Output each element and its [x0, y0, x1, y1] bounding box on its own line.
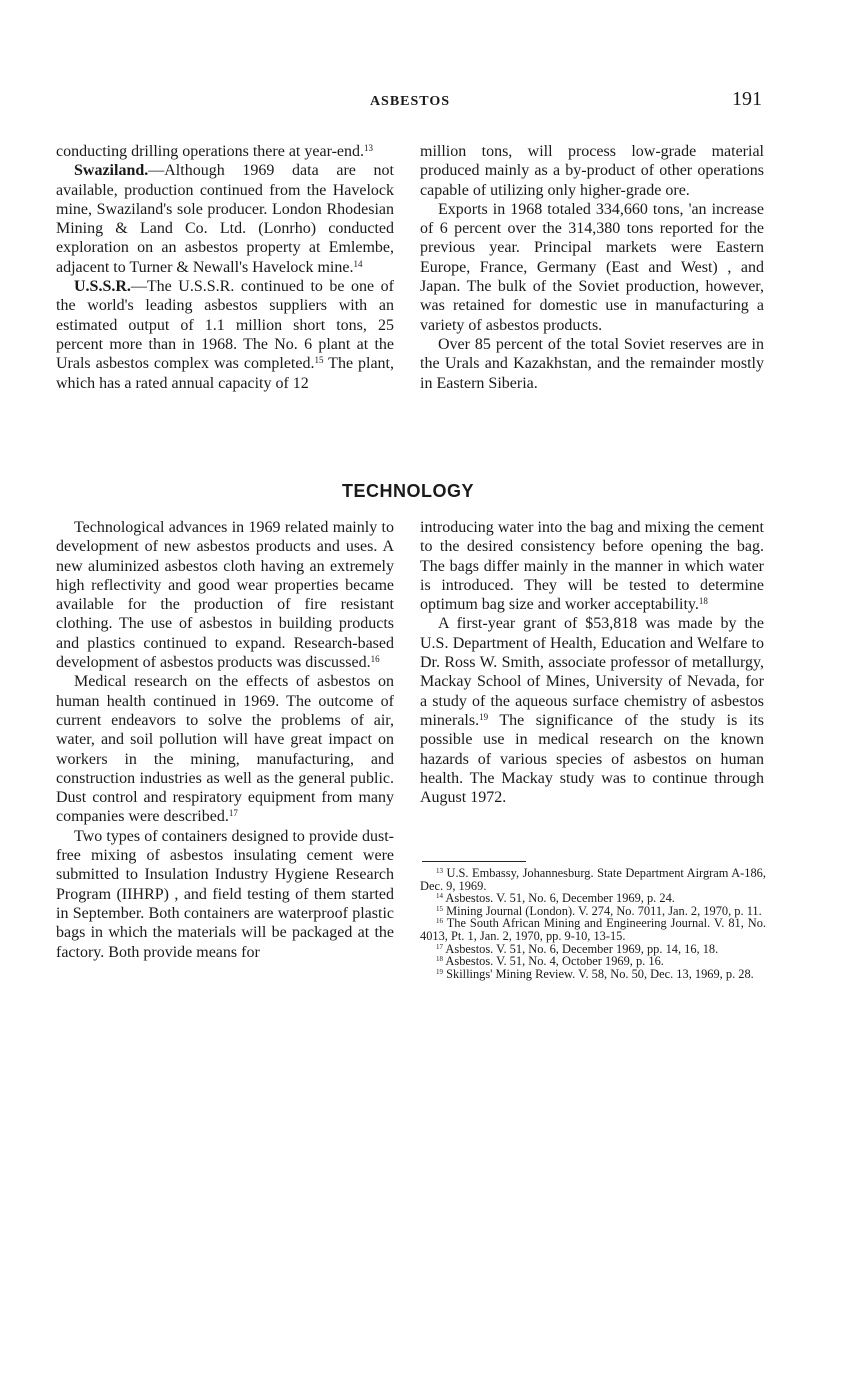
bottom-left-column — [56, 518, 394, 962]
country-heading: Swaziland. — [74, 162, 149, 180]
footnote-ref: 17 — [228, 808, 238, 819]
footnote-ref: 14 — [353, 258, 363, 269]
footnote-ref: 16 — [370, 654, 380, 665]
country-heading: U.S.S.R. — [74, 278, 131, 296]
footnote-ref: 15 — [314, 355, 324, 366]
footnote: $^{18}$ Asbestos. V. 51, No. 4, October 1969, p. 16. — [436, 954, 664, 969]
footnote-ref: 19 — [479, 711, 489, 722]
footnote: $^{16}$ The South African Mining and Engineering Journal. V. 81, No. 4013, Pt. 1, Jan. 2, 1970, pp. 9-10, 13-15. — [420, 916, 766, 943]
paragraph: million tons, will process low-grade material produced mainly as a by-product of other operations capable of utilizing only higher-grade ore. — [420, 143, 764, 199]
paragraph: Exports in 1968 totaled 334,660 tons, 'an increase of 6 percent over the 314,380 tons reported for the previous year. Principal markets were Eastern Europe, France, Germany (East and West) , and Japan. The bulk of the Soviet production, however, was retained for domestic use in manufacturing a variety of asbestos products. — [420, 200, 764, 334]
footnote-ref: 18 — [698, 596, 708, 607]
paragraph: U.S.S.R.—The U.S.S.R. continued to be one of the world's leading asbestos suppliers with an estimated output of 1.1 million short tons, 25 percent more than in 1968. The No. 6 plant at the Urals asbestos complex was completed.$^{15}$ The plant, which has a rated annual capacity of 12 — [56, 278, 394, 392]
top-right-column — [420, 142, 764, 393]
section-heading: TECHNOLOGY — [341, 481, 474, 501]
paragraph: Medical research on the effects of asbestos on human health continued in 1969. The outcome of current endeavors to solve the problems of air, water, and soil pollution will have great impact on workers in the mining, manufacturing, and construction industries as well as the general public. Dust control and respiratory equipment from many companies were described.$^{17}$ — [56, 673, 394, 826]
paragraph: Two types of containers designed to provide dust-free mixing of asbestos insulating cement were submitted to Insulation Industry Hygiene Research Program (IIHRP) , and field testing of them started in September. Both containers are waterproof plastic bags in which the materials will be packaged at the factory. Both provide means for — [56, 827, 394, 961]
page-number: 191 — [732, 88, 762, 110]
footnote: $^{13}$ U.S. Embassy, Johannesburg. State Department Airgram A-186, Dec. 9, 1969. — [420, 866, 766, 893]
footnote: $^{15}$ Mining Journal (London). V. 274, No. 7011, Jan. 2, 1970, p. 11. — [436, 903, 762, 918]
paragraph: Over 85 percent of the total Soviet reserves are in the Urals and Kazakhstan, and the remainder mostly in Eastern Siberia. — [420, 335, 764, 392]
footnote-divider — [422, 861, 526, 862]
paragraph: A first-year grant of $53,818 was made by the U.S. Department of Health, Education and Welfare to Dr. Ross W. Smith, associate professor of metallurgy, Mackay School of Mines, University of Nevada, for a study of the aqueous surface chemistry of asbestos minerals.$^{19}$ The significance of the study is its possible use in medical research on the known hazards of various species of asbestos on human health. The Mackay study was to continue through August 1972. — [420, 615, 764, 807]
footnotes — [420, 867, 766, 980]
footnote: $^{17}$ Asbestos. V. 51, No. 6, December 1969, pp. 14, 16, 18. — [436, 941, 719, 956]
running-title: ASBESTOS — [369, 94, 451, 109]
paragraph: introducing water into the bag and mixing the cement to the desired consistency before opening the bag. The bags differ mainly in the manner in which water is introduced. They will be tested to determine optimum bag size and worker acceptability.$^{18}$ — [420, 519, 764, 614]
footnote-ref: 13 — [364, 143, 374, 153]
footnote: $^{19}$ Skillings' Mining Review. V. 58, No. 50, Dec. 13, 1969, p. 28. — [436, 966, 754, 981]
paragraph: conducting drilling operations there at year-end.$^{13}$ — [56, 143, 374, 160]
bottom-right-column — [420, 518, 764, 807]
paragraph: Swaziland.—Although 1969 data are not available, production continued from the Havelock mine, Swaziland's sole producer. London Rhodesian Mining & Land Co. Ltd. (Lonrho) conducted exploration on an asbestos property at Emlembe, adjacent to Turner & Newall's Havelock mine.$^{14}$ — [56, 162, 394, 276]
footnote: $^{14}$ Asbestos. V. 51, No. 6, December 1969, p. 24. — [436, 891, 675, 906]
paragraph: Technological advances in 1969 related mainly to development of new asbestos products and uses. A new aluminized asbestos cloth having an extremely high reflectivity and good wear properties became available for the production of fire resistant clothing. The use of asbestos in building products and plastics continued to expand. Research-based development of asbestos products was discussed.$^{16}$ — [56, 519, 394, 672]
top-left-column — [56, 142, 394, 393]
